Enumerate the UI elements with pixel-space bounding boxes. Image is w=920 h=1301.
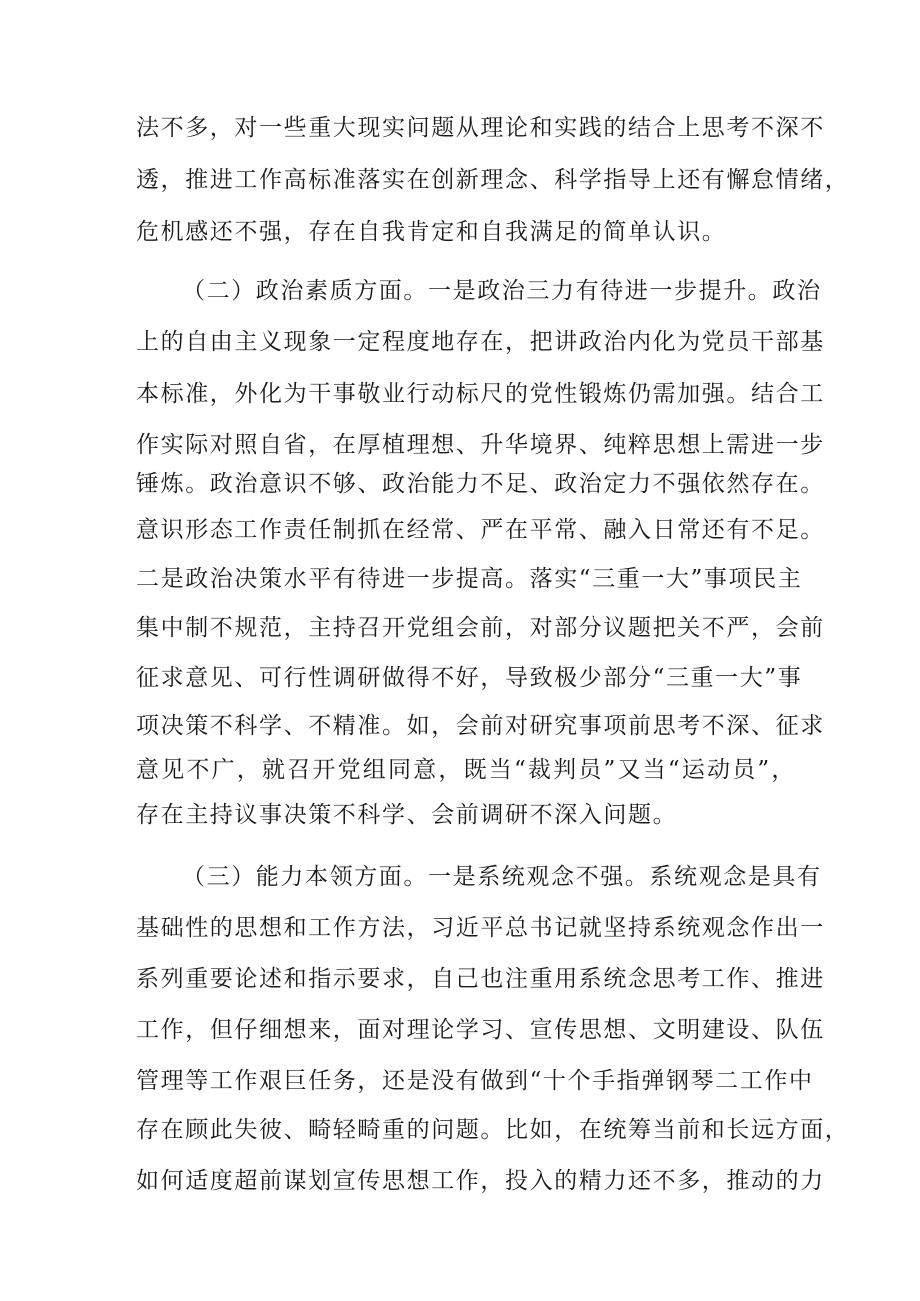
text-line: 征求意见、可行性调研做得不好，导致极少部分“三重一大”事 xyxy=(136,665,803,691)
text-line: 锤炼。政治意识不够、政治能力不足、政治定力不强依然存在。 xyxy=(136,471,825,497)
text-line: 存在顾此失彼、畸轻畸重的问题。比如，在统筹当前和长远方面， xyxy=(136,1117,850,1143)
text-line: 如何适度超前谋划宣传思想工作，投入的精力还不多，推动的力 xyxy=(136,1168,825,1194)
text-line: 意识形态工作责任制抓在经常、严在平常、融入日常还有不足。 xyxy=(136,517,825,543)
text-line: 系列重要论述和指示要求，自己也注重用系统念思考工作、推进 xyxy=(136,966,825,992)
text-line: 作实际对照自省，在厚植理想、升华境界、纯粹思想上需进一步 xyxy=(136,432,825,458)
text-line: 管理等工作艰巨任务，还是没有做到“十个手指弹钢琴二工作中 xyxy=(136,1068,814,1094)
text-line: 上的自由主义现象一定程度地存在，把讲政治内化为党员干部基 xyxy=(136,329,825,355)
paragraph-heading-line: （二）政治素质方面。一是政治三力有待进一步提升。政治 xyxy=(182,278,822,304)
text-line: 集中制不规范，主持召开党组会前，对部分议题把关不严，会前 xyxy=(136,615,825,641)
text-line: 法不多，对一些重大现实问题从理论和实践的结合上思考不深不 xyxy=(136,115,825,141)
text-line: 基础性的思想和工作方法，习近平总书记就坚持系统观念作出一 xyxy=(136,915,825,941)
text-line: 意见不广，就召开党组同意，既当“裁判员”又当“运动员”， xyxy=(136,757,796,783)
paragraph-heading-line: （三）能力本领方面。一是系统观念不强。系统观念是具有 xyxy=(182,864,822,890)
text-line: 项决策不科学、不精准。如，会前对研究事项前思考不深、征求 xyxy=(136,713,825,739)
text-line: 存在主持议事决策不科学、会前调研不深入问题。 xyxy=(136,802,678,828)
text-line: 二是政治决策水平有待进一步提高。落实“三重一大”事项民主 xyxy=(136,566,803,592)
text-line: 透，推进工作高标准落实在创新理念、科学指导上还有懈怠情绪， xyxy=(136,167,850,193)
text-line: 本标准，外化为干事敬业行动标尺的党性锻炼仍需加强。结合工 xyxy=(136,381,825,407)
text-line: 危机感还不强，存在自我肯定和自我满足的简单认识。 xyxy=(136,219,727,245)
text-line: 工作，但仔细想来，面对理论学习、宣传思想、文明建设、队伍 xyxy=(136,1017,825,1043)
